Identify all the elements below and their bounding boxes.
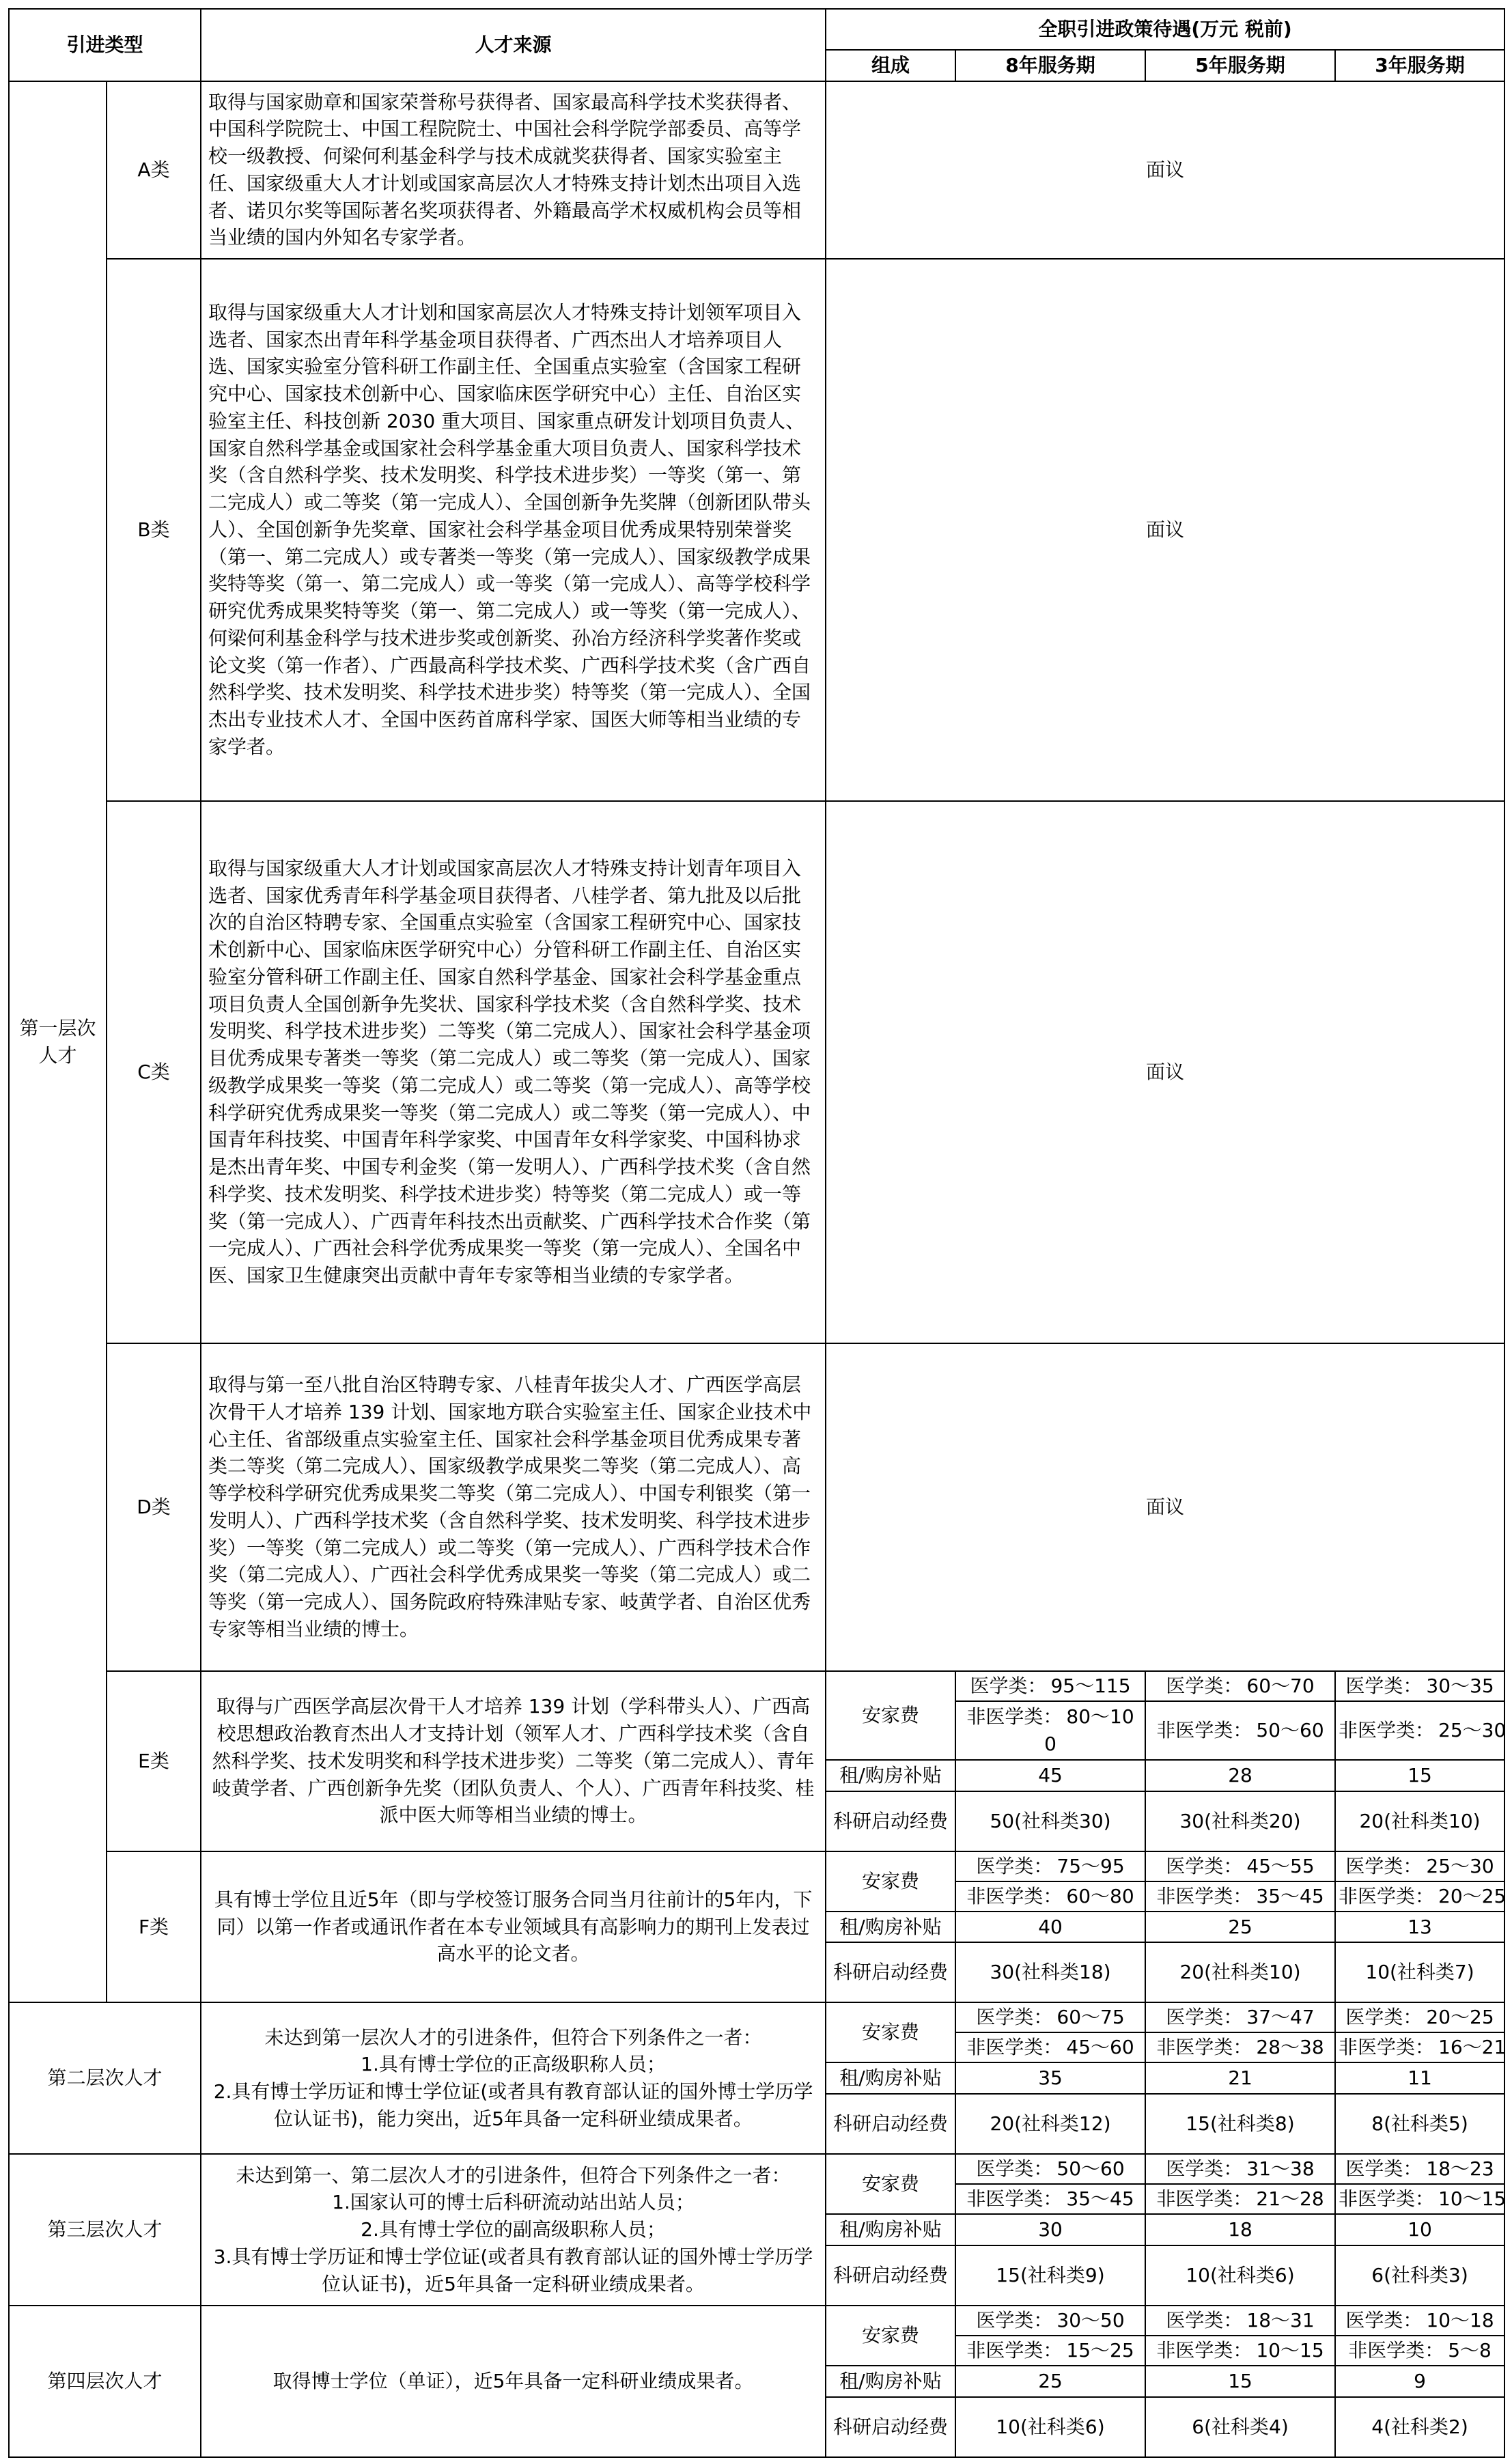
talent-policy-table	[8, 8, 1505, 2458]
class-b-label: B类	[107, 259, 201, 801]
level3-housing-nonmed-3yr: 非医学类： 10～15	[1335, 2184, 1504, 2214]
class-e-rent-3yr: 15	[1335, 1760, 1504, 1791]
level2-rent-label: 租/购房补贴	[826, 2062, 955, 2094]
class-f-housing-nonmed-3yr: 非医学类： 20～25	[1335, 1881, 1504, 1912]
class-e-housing-med-3yr: 医学类： 30～35	[1335, 1671, 1504, 1701]
level2-research-8yr: 20(社科类12)	[955, 2094, 1145, 2154]
class-b-source: 取得与国家级重大人才计划和国家高层次人才特殊支持计划领军项目入选者、国家杰出青年科学基金项目获得者、广西杰出人才培养项目人选、国家实验室分管科研工作副主任、全国重点实验室（含国家工程研究中心、国家技术创新中心、国家临床医学研究中心）主任、自治区实验室主任、科技创新 2030 重大项目、国家重点研发计划项目负责人、国家自然科学基金或国家社会科学基金重大项目负责人、国家科学技术奖（含自然科学奖、技术发明奖、科学技术进步奖）一等奖（第一、第二完成人）或二等奖（第一完成人）、全国创新争先奖牌（创新团队带头人）、全国创新争先奖章、国家社会科学基金项目优秀成果特别荣誉奖（第一、第二完成人）或专著类一等奖（第一完成人）、国家级教学成果奖特等奖（第一、第二完成人）或一等奖（第一完成人）、高等学校科学研究优秀成果奖特等奖（第一、第二完成人）或一等奖（第一完成人）、何梁何利基金科学与技术进步奖或创新奖、孙冶方经济科学奖著作奖或论文奖（第一作者）、广西最高科学技术奖、广西科学技术奖（含广西自然科学奖、技术发明奖、科学技术进步奖）特等奖（第一完成人）、全国杰出专业技术人才、全国中医药首席科学家、国医大师等相当业绩的专家学者。	[201, 259, 826, 801]
level2-rent-3yr: 11	[1335, 2062, 1504, 2094]
class-e-research-5yr: 30(社科类20)	[1145, 1791, 1335, 1851]
level3-housing-nonmed-8yr: 非医学类： 35～45	[955, 2184, 1145, 2214]
level4-research-label: 科研启动经费	[826, 2397, 955, 2457]
level2-housing-med-8yr: 医学类： 60～75	[955, 2002, 1145, 2032]
level2-housing-med-3yr: 医学类： 20～25	[1335, 2002, 1504, 2032]
level3-research-5yr: 10(社科类6)	[1145, 2245, 1335, 2306]
class-a-treatment: 面议	[826, 81, 1504, 259]
level4-housing-med-5yr: 医学类： 18～31	[1145, 2306, 1335, 2336]
class-f-source: 具有博士学位且近5年（即与学校签订服务合同当月往前计的5年内，下同）以第一作者或通讯作者在本专业领域具有高影响力的期刊上发表过高水平的论文者。	[201, 1851, 826, 2003]
level3-housing-med-8yr: 医学类： 50～60	[955, 2154, 1145, 2184]
class-c-treatment: 面议	[826, 801, 1504, 1343]
level2-research-label: 科研启动经费	[826, 2094, 955, 2154]
level1-label: 第一层次人才	[9, 81, 107, 2003]
class-c-label: C类	[107, 801, 201, 1343]
level3-housing-med-5yr: 医学类： 31～38	[1145, 2154, 1335, 2184]
header-policy: 全职引进政策待遇(万元 税前)	[826, 9, 1504, 50]
class-f-research-5yr: 20(社科类10)	[1145, 1942, 1335, 2002]
class-a-label: A类	[107, 81, 201, 259]
level3-conditions	[201, 2154, 826, 2306]
header-component: 组成	[826, 50, 955, 81]
level4-research-5yr: 6(社科类4)	[1145, 2397, 1335, 2457]
class-f-housing-med-5yr: 医学类： 45～55	[1145, 1851, 1335, 1881]
class-f-rent-label: 租/购房补贴	[826, 1912, 955, 1943]
level4-source: 取得博士学位（单证），近5年具备一定科研业绩成果者。	[201, 2306, 826, 2457]
level3-condition-intro: 未达到第一、第二层次人才的引进条件，但符合下列条件之一者：	[236, 2164, 791, 2187]
level4-rent-3yr: 9	[1335, 2366, 1504, 2397]
level2-housing-nonmed-3yr: 非医学类： 16～21	[1335, 2032, 1504, 2062]
header-5yr: 5年服务期	[1145, 50, 1335, 81]
class-e-housing-med-8yr: 医学类： 95～115	[955, 1671, 1145, 1701]
class-e-rent-5yr: 28	[1145, 1760, 1335, 1791]
class-e-research-8yr: 50(社科类30)	[955, 1791, 1145, 1851]
level3-housing-label: 安家费	[826, 2154, 955, 2214]
class-e-housing-nonmed-3yr: 非医学类： 25～30	[1335, 1701, 1504, 1760]
level2-housing-nonmed-8yr: 非医学类： 45～60	[955, 2032, 1145, 2062]
level4-label: 第四层次人才	[9, 2306, 201, 2457]
class-b-treatment: 面议	[826, 259, 1504, 801]
level2-condition-intro: 未达到第一层次人才的引进条件，但符合下列条件之一者：	[264, 2026, 762, 2049]
level4-housing-nonmed-3yr: 非医学类： 5～8	[1335, 2336, 1504, 2366]
level3-research-label: 科研启动经费	[826, 2245, 955, 2306]
level2-research-5yr: 15(社科类8)	[1145, 2094, 1335, 2154]
header-8yr: 8年服务期	[955, 50, 1145, 81]
level3-condition-3: 3.具有博士学历证和博士学位证(或者具有教育部认证的国外博士学历学位认证书)，近5年具备一定科研业绩成果者。	[213, 2245, 813, 2295]
level4-rent-8yr: 25	[955, 2366, 1145, 2397]
class-f-research-label: 科研启动经费	[826, 1942, 955, 2002]
level2-condition-1: 1.具有博士学位的正高级职称人员；	[361, 2053, 666, 2076]
class-e-housing-nonmed-8yr: 非医学类： 80～100	[955, 1701, 1145, 1760]
level3-rent-5yr: 18	[1145, 2214, 1335, 2245]
level4-housing-label: 安家费	[826, 2306, 955, 2366]
class-a-source: 取得与国家勋章和国家荣誉称号获得者、国家最高科学技术奖获得者、中国科学院院士、中国工程院院士、中国社会科学院学部委员、高等学校一级教授、何梁何利基金科学与技术成就奖获得者、国家实验室主任、国家级重大人才计划或国家高层次人才特殊支持计划杰出项目入选者、诺贝尔奖等国际著名奖项获得者、外籍最高学术权威机构会员等相当业绩的国内外知名专家学者。	[201, 81, 826, 259]
class-e-research-label: 科研启动经费	[826, 1791, 955, 1851]
level4-housing-med-3yr: 医学类： 10～18	[1335, 2306, 1504, 2336]
header-source: 人才来源	[201, 9, 826, 81]
level4-housing-med-8yr: 医学类： 30～50	[955, 2306, 1145, 2336]
level2-housing-med-5yr: 医学类： 37～47	[1145, 2002, 1335, 2032]
class-c-source: 取得与国家级重大人才计划或国家高层次人才特殊支持计划青年项目入选者、国家优秀青年科学基金项目获得者、八桂学者、第九批及以后批次的自治区特聘专家、全国重点实验室（含国家工程研究中心、国家技术创新中心、国家临床医学研究中心）分管科研工作副主任、自治区实验室分管科研工作副主任、国家自然科学基金、国家社会科学基金重点项目负责人全国创新争先奖状、国家科学技术奖（含自然科学奖、技术发明奖、科学技术进步奖）二等奖（第二完成人）、国家社会科学基金项目优秀成果专著类一等奖（第二完成人）或二等奖（第一完成人）、国家级教学成果奖一等奖（第二完成人）或二等奖（第一完成人）、高等学校科学研究优秀成果奖一等奖（第二完成人）或二等奖（第一完成人）、中国青年科技奖、中国青年科学家奖、中国青年女科学家奖、中国科协求是杰出青年奖、中国专利金奖（第一发明人）、广西科学技术奖（含自然科学奖、技术发明奖、科学技术进步奖）特等奖（第二完成人）或一等奖（第一完成人）、广西青年科技杰出贡献奖、广西科学技术合作奖（第一完成人）、广西社会科学优秀成果奖一等奖（第一完成人）、全国名中医、国家卫生健康突出贡献中青年专家等相当业绩的专家学者。	[201, 801, 826, 1343]
class-e-label: E类	[107, 1671, 201, 1851]
level3-rent-3yr: 10	[1335, 2214, 1504, 2245]
level3-label: 第三层次人才	[9, 2154, 201, 2306]
level4-research-8yr: 10(社科类6)	[955, 2397, 1145, 2457]
level3-condition-2: 2.具有博士学位的副高级职称人员；	[361, 2218, 666, 2241]
class-e-housing-nonmed-5yr: 非医学类： 50～60	[1145, 1701, 1335, 1760]
class-f-housing-med-3yr: 医学类： 25～30	[1335, 1851, 1504, 1881]
class-e-rent-8yr: 45	[955, 1760, 1145, 1791]
class-e-housing-label: 安家费	[826, 1671, 955, 1760]
level2-rent-5yr: 21	[1145, 2062, 1335, 2094]
class-e-housing-med-5yr: 医学类： 60～70	[1145, 1671, 1335, 1701]
class-f-housing-nonmed-5yr: 非医学类： 35～45	[1145, 1881, 1335, 1912]
class-f-housing-nonmed-8yr: 非医学类： 60～80	[955, 1881, 1145, 1912]
class-f-rent-3yr: 13	[1335, 1912, 1504, 1943]
level3-housing-nonmed-5yr: 非医学类： 21～28	[1145, 2184, 1335, 2214]
level3-housing-med-3yr: 医学类： 18～23	[1335, 2154, 1504, 2184]
level2-label: 第二层次人才	[9, 2002, 201, 2154]
class-f-rent-5yr: 25	[1145, 1912, 1335, 1943]
level2-conditions	[201, 2002, 826, 2154]
level2-rent-8yr: 35	[955, 2062, 1145, 2094]
class-d-label: D类	[107, 1343, 201, 1671]
class-f-research-8yr: 30(社科类18)	[955, 1942, 1145, 2002]
level2-condition-2: 2.具有博士学历证和博士学位证(或者具有教育部认证的国外博士学历学位认证书)，能力突出，近5年具备一定科研业绩成果者。	[213, 2080, 813, 2130]
level3-condition-1: 1.国家认可的博士后科研流动站出站人员；	[332, 2191, 695, 2214]
level2-research-3yr: 8(社科类5)	[1335, 2094, 1504, 2154]
level2-housing-label: 安家费	[826, 2002, 955, 2062]
class-e-rent-label: 租/购房补贴	[826, 1760, 955, 1791]
level3-rent-8yr: 30	[955, 2214, 1145, 2245]
level3-rent-label: 租/购房补贴	[826, 2214, 955, 2245]
level4-rent-label: 租/购房补贴	[826, 2366, 955, 2397]
level2-housing-nonmed-5yr: 非医学类： 28～38	[1145, 2032, 1335, 2062]
header-type: 引进类型	[9, 9, 201, 81]
class-e-source: 取得与广西医学高层次骨干人才培养 139 计划（学科带头人）、广西高校思想政治教育杰出人才支持计划（领军人才、广西科学技术奖（含自然科学奖、技术发明奖和科学技术进步奖）二等奖（第二完成人）、青年岐黄学者、广西创新争先奖（团队负责人、个人）、广西青年科技奖、桂派中医大师等相当业绩的博士。	[201, 1671, 826, 1851]
class-f-rent-8yr: 40	[955, 1912, 1145, 1943]
class-d-treatment: 面议	[826, 1343, 1504, 1671]
level4-housing-nonmed-8yr: 非医学类： 15～25	[955, 2336, 1145, 2366]
level4-research-3yr: 4(社科类2)	[1335, 2397, 1504, 2457]
class-f-label: F类	[107, 1851, 201, 2003]
header-3yr: 3年服务期	[1335, 50, 1504, 81]
level3-research-3yr: 6(社科类3)	[1335, 2245, 1504, 2306]
level4-rent-5yr: 15	[1145, 2366, 1335, 2397]
class-e-research-3yr: 20(社科类10)	[1335, 1791, 1504, 1851]
class-f-research-3yr: 10(社科类7)	[1335, 1942, 1504, 2002]
class-f-housing-med-8yr: 医学类： 75～95	[955, 1851, 1145, 1881]
level4-housing-nonmed-5yr: 非医学类： 10～15	[1145, 2336, 1335, 2366]
class-d-source: 取得与第一至八批自治区特聘专家、八桂青年拔尖人才、广西医学高层次骨干人才培养 139 计划、国家地方联合实验室主任、国家企业技术中心主任、省部级重点实验室主任、国家社会科学基金项目优秀成果专著类二等奖（第二完成人）、国家级教学成果奖二等奖（第二完成人）、高等学校科学研究优秀成果奖二等奖（第二完成人）、中国专利银奖（第一发明人）、广西科学技术奖（含自然科学奖、技术发明奖、科学技术进步奖）一等奖（第二完成人）或二等奖（第一完成人）、广西科学技术合作奖（第二完成人）、广西社会科学优秀成果奖一等奖（第二完成人）或二等奖（第一完成人）、国务院政府特殊津贴专家、岐黄学者、自治区优秀专家等相当业绩的博士。	[201, 1343, 826, 1671]
level3-research-8yr: 15(社科类9)	[955, 2245, 1145, 2306]
class-f-housing-label: 安家费	[826, 1851, 955, 1912]
